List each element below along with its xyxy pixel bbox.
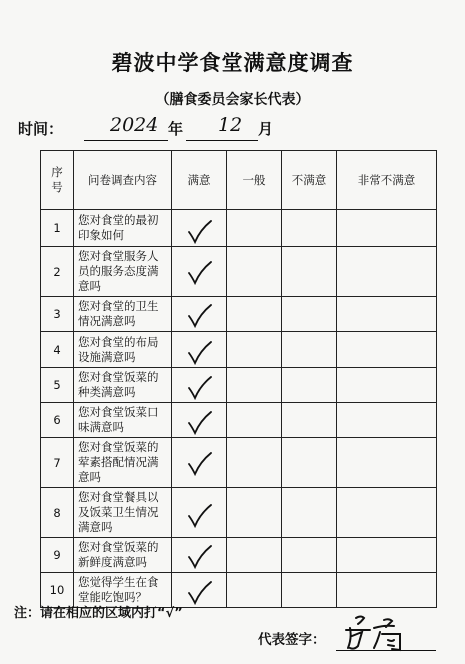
mark-cell-average[interactable] xyxy=(227,573,282,608)
checkmark-icon xyxy=(187,504,213,528)
mark-cell-satisfied[interactable] xyxy=(172,332,227,368)
document-title: 碧波中学食堂满意度调查 xyxy=(111,51,354,75)
mark-cell-very-unsatisfied[interactable] xyxy=(337,403,437,438)
header-cell-satisfied: 满意 xyxy=(172,151,227,210)
table-row xyxy=(41,247,437,297)
row-question: 您对食堂的最初印象如何 xyxy=(74,210,172,247)
mark-cell-satisfied[interactable] xyxy=(172,538,227,573)
mark-cell-unsatisfied[interactable] xyxy=(282,247,337,297)
handwritten-year: 2024 xyxy=(110,114,159,136)
row-number: 6 xyxy=(41,403,74,438)
mark-cell-unsatisfied[interactable] xyxy=(282,538,337,573)
mark-cell-very-unsatisfied[interactable] xyxy=(337,210,437,247)
mark-cell-very-unsatisfied[interactable] xyxy=(337,573,437,608)
row-number: 1 xyxy=(41,210,74,247)
row-question: 您对食堂饭菜口味满意吗 xyxy=(74,403,172,438)
table-row xyxy=(41,538,437,573)
survey-table xyxy=(40,150,437,608)
mark-cell-satisfied[interactable] xyxy=(172,488,227,538)
mark-cell-average[interactable] xyxy=(227,538,282,573)
mark-cell-unsatisfied[interactable] xyxy=(282,297,337,332)
checkmark-icon xyxy=(187,376,213,400)
row-question: 您觉得学生在食堂能吃饱吗？ xyxy=(74,573,172,608)
mark-cell-average[interactable] xyxy=(227,210,282,247)
handwritten-month: 12 xyxy=(218,114,243,136)
row-question: 您对食堂的布局设施满意吗 xyxy=(74,332,172,368)
mark-cell-average[interactable] xyxy=(227,247,282,297)
year-suffix: 年 xyxy=(168,120,184,138)
checkmark-icon xyxy=(187,261,213,285)
mark-cell-unsatisfied[interactable] xyxy=(282,368,337,403)
row-question: 您对食堂的卫生情况满意吗 xyxy=(74,297,172,332)
row-question: 您对食堂饭菜的种类满意吗 xyxy=(74,368,172,403)
header-cell-question: 问卷调查内容 xyxy=(74,151,172,210)
handwritten-signature xyxy=(340,612,430,654)
mark-cell-average[interactable] xyxy=(227,403,282,438)
mark-cell-unsatisfied[interactable] xyxy=(282,573,337,608)
row-number: 5 xyxy=(41,368,74,403)
table-row xyxy=(41,332,437,368)
mark-cell-average[interactable] xyxy=(227,297,282,332)
mark-cell-unsatisfied[interactable] xyxy=(282,488,337,538)
row-number: 10 xyxy=(41,573,74,608)
row-question: 您对食堂服务人员的服务态度满意吗 xyxy=(74,247,172,297)
row-question: 您对食堂饭菜的荤素搭配情况满意吗 xyxy=(74,438,172,488)
mark-cell-satisfied[interactable] xyxy=(172,438,227,488)
mark-cell-very-unsatisfied[interactable] xyxy=(337,368,437,403)
table-row xyxy=(41,368,437,403)
table-header-row xyxy=(41,151,437,210)
signature-label: 代表签字： xyxy=(258,632,326,648)
time-label: 时间： xyxy=(18,120,64,138)
mark-cell-very-unsatisfied[interactable] xyxy=(337,538,437,573)
mark-cell-unsatisfied[interactable] xyxy=(282,210,337,247)
mark-cell-satisfied[interactable] xyxy=(172,210,227,247)
document-subtitle: （膳食委员会家长代表） xyxy=(155,92,310,108)
mark-cell-very-unsatisfied[interactable] xyxy=(337,332,437,368)
year-underline xyxy=(84,140,168,141)
row-number: 8 xyxy=(41,488,74,538)
mark-cell-unsatisfied[interactable] xyxy=(282,332,337,368)
checkmark-icon xyxy=(187,304,213,328)
table-row xyxy=(41,403,437,438)
mark-cell-very-unsatisfied[interactable] xyxy=(337,488,437,538)
mark-cell-average[interactable] xyxy=(227,488,282,538)
row-number: 3 xyxy=(41,297,74,332)
checkmark-icon xyxy=(187,220,213,244)
mark-cell-average[interactable] xyxy=(227,438,282,488)
mark-cell-average[interactable] xyxy=(227,368,282,403)
header-cell-average: 一般 xyxy=(227,151,282,210)
mark-cell-very-unsatisfied[interactable] xyxy=(337,438,437,488)
header-cell-very-unsatisfied: 非常不满意 xyxy=(337,151,437,210)
row-number: 4 xyxy=(41,332,74,368)
row-question: 您对食堂餐具以及饭菜卫生情况满意吗 xyxy=(74,488,172,538)
mark-cell-unsatisfied[interactable] xyxy=(282,403,337,438)
checkmark-icon xyxy=(187,452,213,476)
month-suffix: 月 xyxy=(258,120,274,138)
table-row xyxy=(41,438,437,488)
table-row xyxy=(41,297,437,332)
row-number: 9 xyxy=(41,538,74,573)
checkmark-icon xyxy=(187,341,213,365)
mark-cell-satisfied[interactable] xyxy=(172,247,227,297)
checkmark-icon xyxy=(187,411,213,435)
mark-cell-average[interactable] xyxy=(227,332,282,368)
month-underline xyxy=(186,140,258,141)
mark-cell-very-unsatisfied[interactable] xyxy=(337,247,437,297)
mark-cell-satisfied[interactable] xyxy=(172,297,227,332)
header-cell-number: 序 号 xyxy=(41,151,74,210)
checkmark-icon xyxy=(187,581,213,605)
header-cell-unsatisfied: 不满意 xyxy=(282,151,337,210)
row-number: 7 xyxy=(41,438,74,488)
checkmark-icon xyxy=(187,545,213,569)
row-question: 您对食堂饭菜的新鲜度满意吗 xyxy=(74,538,172,573)
row-number: 2 xyxy=(41,247,74,297)
mark-cell-unsatisfied[interactable] xyxy=(282,438,337,488)
mark-cell-satisfied[interactable] xyxy=(172,368,227,403)
table-row xyxy=(41,488,437,538)
mark-cell-satisfied[interactable] xyxy=(172,403,227,438)
instruction-note: 注：请在相应的区域内打“√” xyxy=(14,606,183,621)
mark-cell-very-unsatisfied[interactable] xyxy=(337,297,437,332)
table-row xyxy=(41,210,437,247)
